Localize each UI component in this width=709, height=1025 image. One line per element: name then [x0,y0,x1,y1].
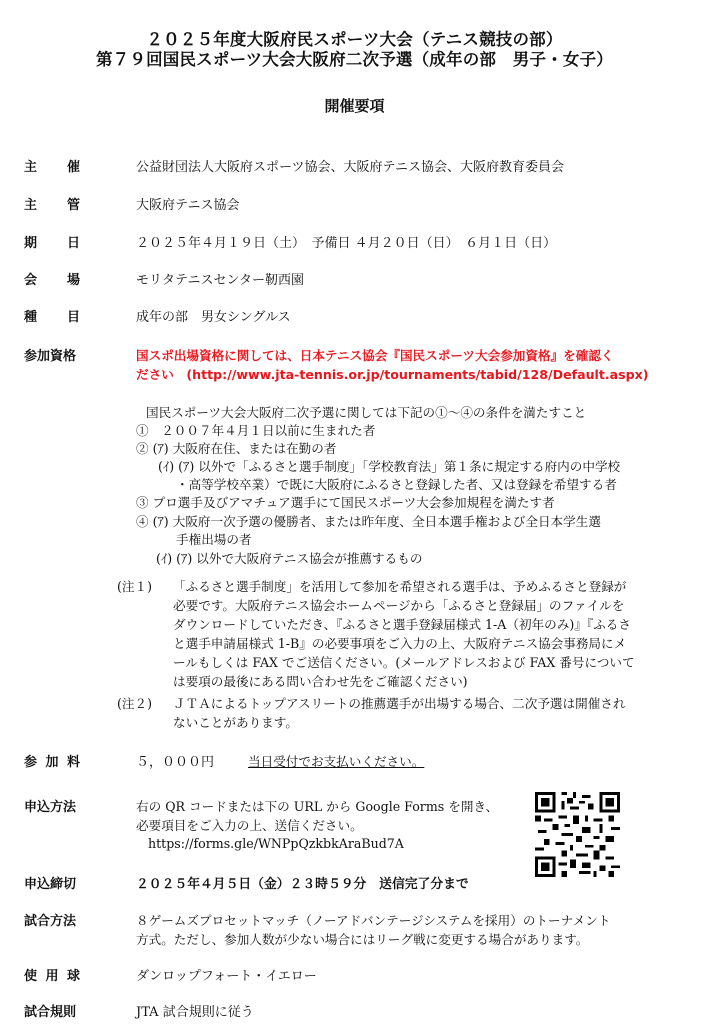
qr-code-icon[interactable] [535,792,620,877]
rules-label: 試合規則 [24,1005,77,1020]
eligibility-notice-line-2: ださい (http://www.jta-tennis.or.jp/tournaments/tabid/128/Default.aspx) [136,367,649,382]
fee-note: 当日受付でお支払いください。 [248,754,425,769]
note-1-line: ールもしくは FAX でご送信ください。(メールアドレスおよび FAX 番号について [173,655,635,670]
condition-4a-line-1: ④ (ｱ) 大阪府一次予選の優勝者、または昨年度、全日本選手権および全日本学生選 [136,514,601,529]
host-value: 公益財団法人大阪府スポーツ協会、大阪府テニス協会、大阪府教育委員会 [136,160,564,175]
condition-4b: (ｲ) (ｱ) 以外で大阪府テニス協会が推薦するもの [156,551,423,566]
note-1-line: は要項の最後にある問い合わせ先をご確認ください) [173,674,468,689]
dates-label: 期 日 [24,236,80,251]
note-1-line: と選手申請届様式 1-B』の必要事項をご入力の上、大阪府テニス協会事務局にメ [173,636,627,651]
condition-2b-line-2: ・高等学校卒業）で既に大阪府にふるさと登録した者、又は登録を希望する者 [176,477,617,492]
note-1-line: 必要です。大阪府テニス協会ホームページから「ふるさと登録届」のファイルを [173,598,625,613]
eligibility-notice-line-1: 国スポ出場資格に関しては、日本テニス協会『国民スポーツ大会参加資格』を確認く [136,348,614,363]
organizer-label: 主 管 [24,198,80,213]
condition-2b-line-1: (ｲ) (ｱ) 以外で「ふるさと選手制度」「学校教育法」第１条に規定する府内の中学校 [158,459,621,474]
format-label: 試合方法 [24,914,77,929]
fee-label: 参 加 料 [24,755,80,770]
title-line-1: ２０２５年度大阪府民スポーツ大会（テニス競技の部） [146,30,563,49]
dates-value: ２０２５年４月１９日（土） 予備日 ４月２０日（日） ６月１日（日） [136,236,557,251]
note-2-label: (注２) [117,696,153,711]
apply-url-link[interactable]: https://forms.gle/WNPpQzkbkAraBud7A [148,836,404,851]
ball-value: ダンロップフォート・イエロー [136,969,317,984]
page-heading: 開催要項 [324,97,385,115]
note-1-line: 「ふるさと選手制度」を活用して参加を希望される選手は、予めふるさと登録が [173,579,627,594]
note-1-label: (注１) [117,579,153,594]
condition-4a-line-2: 手権出場の者 [176,532,252,547]
format-line-1: ８ゲームズプロセットマッチ（ノーアドバンテージシステムを採用）のトーナメント [136,913,611,928]
deadline-value: ２０２５年４月５日（金）２３時５９分 送信完了分まで [136,877,469,892]
organizer-value: 大阪府テニス協会 [136,198,240,213]
apply-line-2: 必要項目をご入力の上、送信ください。 [136,818,363,833]
note-1-line: ダウンロードしていただき、『ふるさと選手登録届様式 1-A（初年のみ)』『ふるさ [173,617,631,632]
condition-1: ① ２００７年４月１日以前に生まれた者 [136,423,376,438]
eligibility-label: 参加資格 [24,349,77,364]
format-line-2: 方式。ただし、参加人数が少ない場合にはリーグ戦に変更する場合があります。 [136,932,589,947]
venue-label: 会 場 [24,273,80,288]
note-2-line: ないことがあります。 [173,715,298,730]
host-label: 主 催 [24,160,80,175]
venue-value: モリタテニスセンター靭西園 [136,273,304,288]
event-value: 成年の部 男女シングルス [136,310,291,325]
condition-2a: ② (ｱ) 大阪府在住、または在勤の者 [136,441,337,456]
note-2-line: ＪＴＡによるトップアスリートの推薦選手が出場する場合、二次予選は開催され [173,696,626,711]
deadline-label: 申込締切 [24,877,77,892]
event-label: 種 目 [24,310,80,325]
eligibility-intro: 国民スポーツ大会大阪府二次予選に関しては下記の①～④の条件を満たすこと [146,405,587,420]
title-line-2: 第７９回国民スポーツ大会大阪府二次予選（成年の部 男子・女子） [95,50,614,69]
ball-label: 使 用 球 [24,969,80,984]
apply-label: 申込方法 [24,800,77,815]
fee-amount: ５，０００円 [136,755,215,770]
apply-line-1: 右の QR コードまたは下の URL から Google Forms を開き、 [136,799,499,814]
rules-value: JTA 試合規則に従う [136,1005,254,1020]
condition-3: ③ プロ選手及びアマチュア選手にて国民スポーツ大会参加規程を満たす者 [136,495,555,510]
